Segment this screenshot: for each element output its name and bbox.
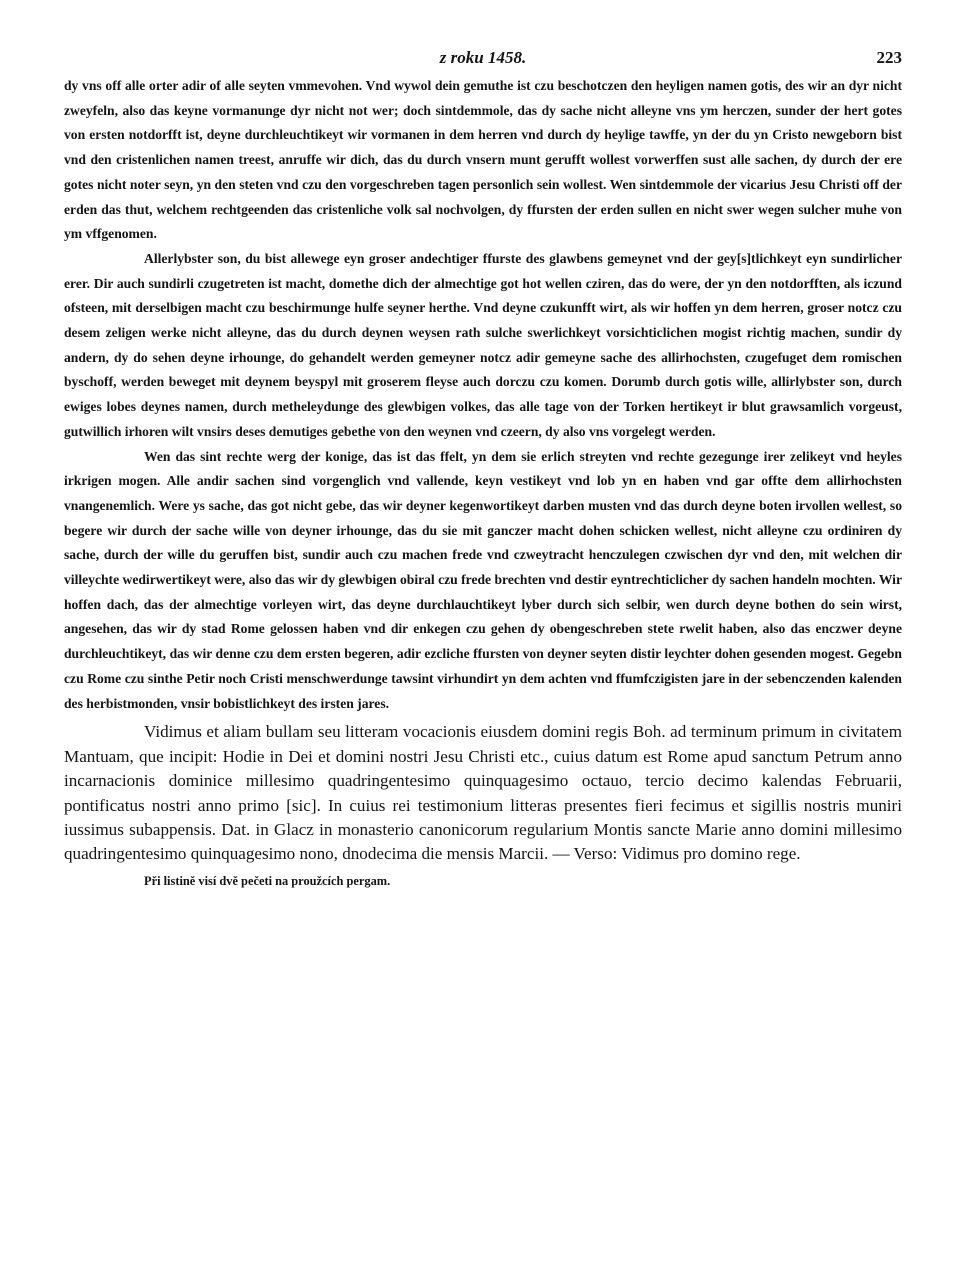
page-header xyxy=(64,40,902,74)
paragraph-2: Allerlybster son, du bist allewege eyn groser andechtiger ffurste des glawbens gemeynet vnd der gey[s]tlichkeyt eyn sundirlicher erer. Dir auch sundirli czugetreten ist macht, domethe dich der almechtige got hot wellen cziren, das do were, der yn den notdorfften, als iczund ofsteen, mit derselbigen macht czu beschirmunge hulfe seyner herthe. Vnd deyne czukunfft wirt, als wir hoffen yn dem herren, groser notcz czu desem zeligen werke nicht alleyne, das du durch deynen weysen rath sulche swerlichkeyt vorsichticlichen mogist richtig machen, sundir dy andern, dy do sehen deyne irhounge, do gehandelt werden gemeyner notcz adir gemeyne sache des allirhochsten, czugefuget dem romischen byschoff, werden beweget mit deynem beyspyl mit groserem fleyse auch dorczu czu komen. Dorumb durch gotis wille, allirlybster son, durch ewiges lobes deynes namen, durch metheleydunge des glewbigen volkes, das alle tage von der Torken hertikeyt ir blut grawsamlich vorgeust, gutwillich irhoren wilt vnsirs deses demutiges gebethe von den weynen vnd czeern, dy also vns vorgelegt werden. xyxy=(64,250,902,439)
seal-note: Při listině visí dvě pečeti na proužcích pergam. xyxy=(144,873,391,888)
latin-paragraph: Vidimus et aliam bullam seu litteram vocacionis eiusdem domini regis Boh. ad terminum primum in civitatem Mantuam, que incipit: Hodie in Dei et domini nostri Jesu Christi etc., cuius datum est Rome apud sanctum Petrum anno incarnacionis dominice millesimo quadringentesimo quinquagesimo octauo, tercio decimo kalendas Februarii, pontificatus nostri anno primo [sic]. In cuius rei testimonium litteras presentes fieri fecimus et sigillis nostris muniri iussimus subappensis. Dat. in Glacz in monasterio canonicorum regularium Montis sancte Marie anno domini millesimo quadringentesimo quinquagesimo nono, dnodecima die mensis Marcii. — Verso: Vidimus pro domino rege. xyxy=(64,722,902,864)
paragraph-3: Wen das sint rechte werg der konige, das ist das ffelt, yn dem sie erlich streyten vnd rechte gezegunge irer zelikeyt vnd heyles irkrigen mogen. Alle andir sachen sind vorgenglich vnd vallende, keyn vestikeyt vnd lob yn en haben vnd gar offte dem allirhochsten vnangenemlich. Were ys sache, das got nicht gebe, das wir deyner kegenwortikeyt darben musten vnd das durch deyne boten irvollen wellest, so begere wir durch der sache wille von deyner irhounge, das du sie mit ganczer macht dohen schicken wellest, nicht alleyne czu ordiniren dy sache, durch der wille du geruffen bist, sundir auch czu machen frede vnd czweytracht henczulegen czwischen dyr vnd den, mit welchen dir villeychte wedirwertikeyt were, also das wir dy glewbigen obiral czu frede brechten vnd destir eyntrechticlicher dy sachen handeln mochten. Wir hoffen dach, das der almechtige vorleyen wirt, das deyne durchlauchtikeyt lyber durch sich selbir, wen durch deyne bothen do sein wirst, angesehen, das wir dy stad Rome gelossen haben vnd dir enkegen czu gehen dy obengeschreben stete rwelit haben, also das enczwer deyne durchleuchtikeyt, das wir denne czu dem ersten begeren, adir ezcliche ffursten von deyner seyten distir leychter dohen gesenden mogest. Gegebn czu Rome czu sinthe Petir noch Cristi menschwerdunge tawsint virhundirt yn dem achten vnd ffumfczigisten jare in der sebenczenden kalenden des herbistmonden, vnsir bobistlichkeyt des irsten jares. xyxy=(64,448,902,711)
document-page xyxy=(64,40,902,891)
paragraph-1: dy vns off alle orter adir of alle seyten vmmevohen. Vnd wywol dein gemuthe ist czu beschotczen den heyligen namen gotis, des wir an dyr nicht zweyfeln, also das keyne vormanunge dyr nicht not wer; doch sintdemmole, das dy sache nicht alleyne vns ym herczen, sunder der hert gotes von ersten notdorfft ist, deyne durchleuchtikeyt wir vormanen in dem herren vnd durch dy heylige tawffe, yn der du yn Cristo newgeborn bist vnd den cristenlichen namen treest, anruffe wir dich, das du durch vnsern munt gerufft wollest vorwerffen sust alle sachen, dy durch der ere gotes nicht noter seyn, yn den steten vnd czu den vorgeschreben tagen personlich sein wollest. Wen sintdemmole der vicarius Jesu Christi off der erden das thut, welchem rechtgeenden das cristenliche volk sal nochvolgen, dy ffursten der erden sullen en nicht swer wegen sulcher muhe von ym vffgenomen. xyxy=(64,78,902,242)
page-number: 223 xyxy=(876,48,902,67)
running-title: z roku 1458. xyxy=(439,48,527,67)
